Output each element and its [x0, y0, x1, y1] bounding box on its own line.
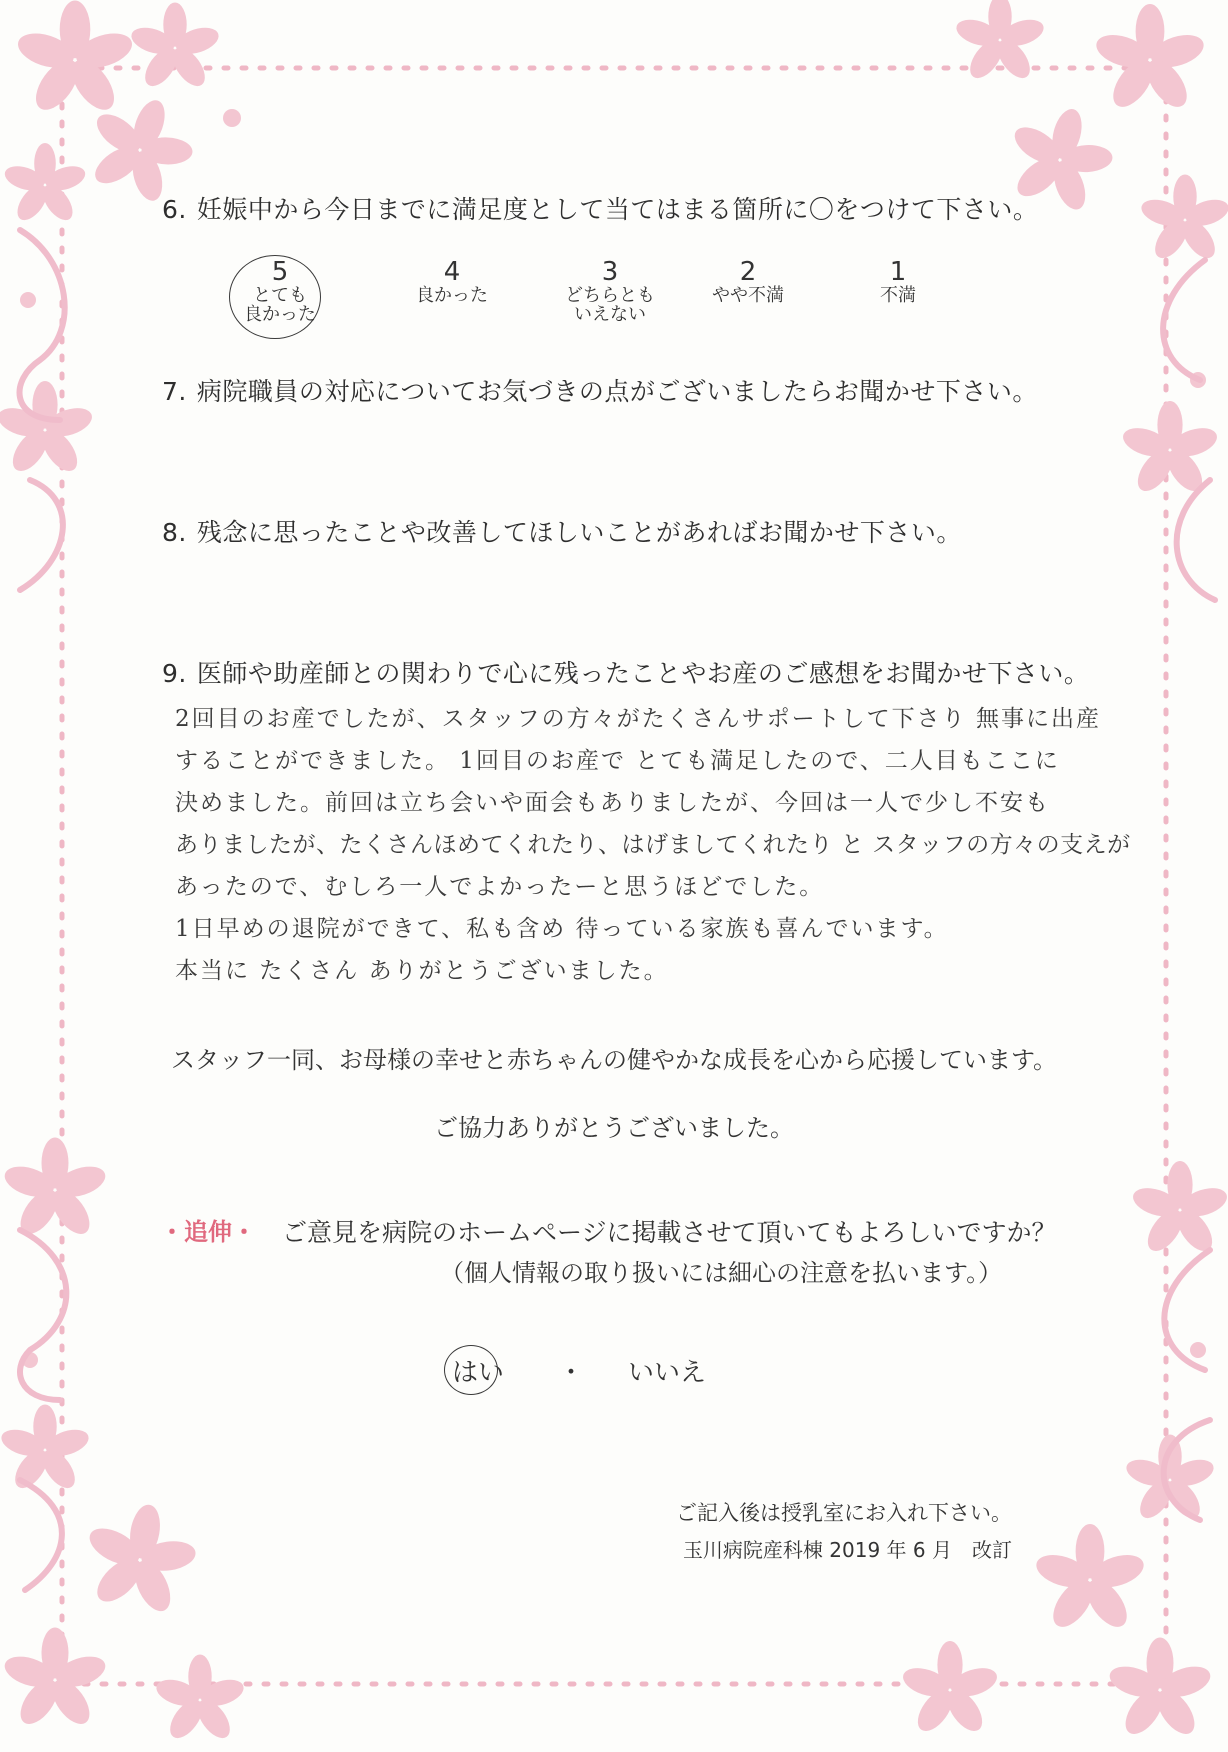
- rating-option-4[interactable]: 4 良かった: [416, 257, 488, 306]
- selected-yes-circle: [444, 1345, 498, 1395]
- privacy-note: （個人情報の取り扱いには細心の注意を払います。）: [440, 1259, 1003, 1287]
- selected-rating-circle: [229, 255, 321, 339]
- rating-option-5[interactable]: 5 とても 良かった: [244, 257, 316, 325]
- handwritten-line: ありましたが、たくさんほめてくれたり、はげましてくれたり と スタッフの方々の支えが: [175, 832, 1131, 858]
- question-6-text: 妊娠中から今日までに満足度として当てはまる箇所に〇をつけて下さい。: [196, 195, 1039, 224]
- no-option[interactable]: いいえ: [628, 1358, 707, 1388]
- question-7: 7. 病院職員の対応についてお気づきの点がございましたらお聞かせ下さい。: [162, 377, 1038, 406]
- question-6: 6. 妊娠中から今日までに満足度として当てはまる箇所に〇をつけて下さい。: [162, 195, 1039, 224]
- rating-option-3[interactable]: 3 どちらとも いえない: [565, 257, 655, 325]
- yes-option[interactable]: はい: [452, 1358, 505, 1388]
- revision-note: 玉川病院産科棟 2019 年 6 月 改訂: [682, 1538, 1012, 1562]
- handwritten-line: することができました。 1回目のお産で とても満足したので、二人目もここに: [175, 748, 1060, 774]
- handwritten-line: 本当に たくさん ありがとうございました。: [175, 958, 669, 984]
- rating-option-1[interactable]: 1 不満: [880, 257, 916, 306]
- question-9: 9. 医師や助産師との関わりで心に残ったことやお産のご感想をお聞かせ下さい。: [162, 659, 1090, 688]
- flower-icon: [14, 0, 137, 117]
- handwritten-line: 2回目のお産でしたが、スタッフの方々がたくさんサポートして下さり 無事に出産: [175, 706, 1101, 732]
- question-8-text: 残念に思ったことや改善してほしいことがあればお聞かせ下さい。: [196, 518, 962, 547]
- closing-message: スタッフ一同、お母様の幸せと赤ちゃんの健やかな成長を心から応援しています。: [170, 1046, 1058, 1074]
- rating-option-2[interactable]: 2 やや不満: [712, 257, 784, 306]
- question-8: 8. 残念に思ったことや改善してほしいことがあればお聞かせ下さい。: [162, 518, 962, 547]
- thank-you-message: ご協力ありがとうございました。: [434, 1114, 794, 1142]
- submission-instruction: ご記入後は授乳室にお入れ下さい。: [676, 1501, 1012, 1525]
- handwritten-line: あったので、むしろ一人でよかったーと思うほどでした。: [175, 874, 825, 900]
- question-7-text: 病院職員の対応についてお気づきの点がございましたらお聞かせ下さい。: [196, 377, 1038, 406]
- postscript-tag: ・追伸・: [160, 1218, 256, 1246]
- question-9-text: 医師や助産師との関わりで心に残ったことやお産のご感想をお聞かせ下さい。: [196, 659, 1090, 688]
- postscript-question: ご意見を病院のホームページに掲載させて頂いてもよろしいですか？: [282, 1218, 1057, 1247]
- handwritten-line: 決めました。前回は立ち会いや面会もありましたが、今回は一人で少し不安も: [175, 790, 1050, 816]
- option-separator: ・: [558, 1358, 585, 1388]
- handwritten-line: 1日早めの退院ができて、私も含め 待っている家族も喜んでいます。: [175, 916, 949, 942]
